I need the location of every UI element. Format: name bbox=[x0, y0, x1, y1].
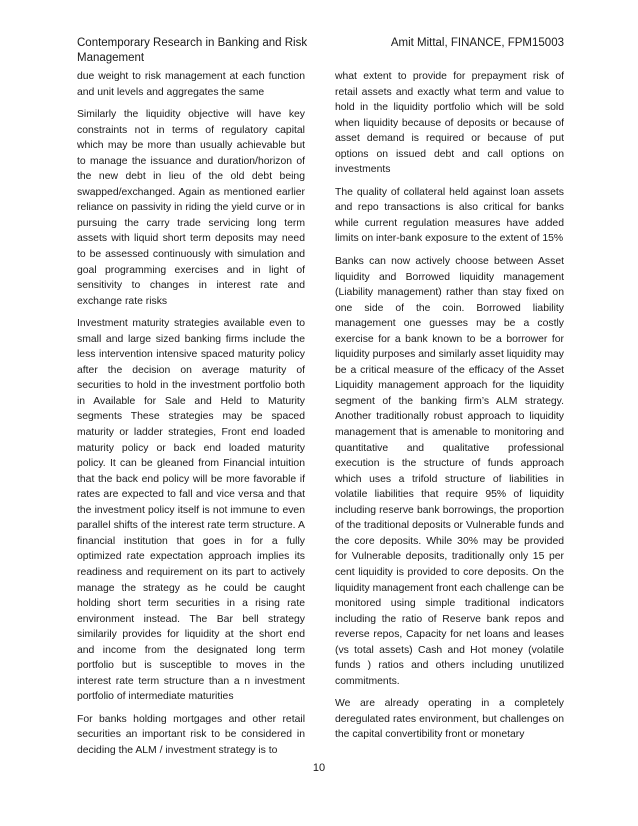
right-column bbox=[335, 69, 564, 750]
running-header-title: Contemporary Research in Banking and Risk Management bbox=[77, 37, 308, 64]
paragraph: due weight to risk management at each function and unit levels and aggregates the same bbox=[77, 71, 305, 98]
paragraph: Banks can now actively choose between Asset liquidity and Borrowed liquidity management (Liability management) rather than stay fixed on one side of the coin. Borrowed liability management one guesses may be a costly exercise for a bank known to be a borrower for liquidity purposes and similarly asset liquidity may be a critical measure of the efficacy of the Asset Liquidity management approach for the liquidity segment of the banking firm’s ALM strategy. Another traditionally robust approach to liquidity management that is amenable to monitoring and quantitative and qualitative professional execution is the structure of funds approach which uses a trifold structure of liabilities in volatile liabilities that require 95% of liquidity including reserve bank borrowings, the proportion of the traditional deposits or Vulnerable funds and the core deposits. While 30% may be provided for Vulnerable deposits, traditionally only 15 per cent liquidity is provided to core deposits. On the liquidity management front each challenge can be monitored using simple traditional indicators including the ratio of Reserve bank repos and reverse repos, Capacity for net loans and leases (vs total assets) Cash and Hot money (volatile funds ) ratios and others including unutilized commitments. bbox=[335, 256, 564, 687]
paragraph: Similarly the liquidity objective will have key constraints not in terms of regulatory capital which may be more than usually achievable but to manage the issuance and duration/horizon of the new debt in lieu of the old debt being swapped/exchanged. Again as mentioned earlier reliance on passivity in riding the yield curve or in pursuing the carry trade servicing long term assets with liquid short term deposits may need to be assessed continuously with simulation and goal programming exercises and in light of sensitivity to changes in interest rate and exchange rate risks bbox=[77, 109, 305, 307]
paragraph: Investment maturity strategies available even to small and large sized banking firms include the less intervention intensive spaced maturity policy after the decision on average maturity of securities to hold in the investment portfolio both in Available for Sale and Held to Maturity segments These strategies may be spaced maturity or ladder strategies, Front end loaded maturity policy or back end loaded maturity policy. It can be gleaned from Financial intuition that the back end policy will be more favorable if rates are expected to fall and vice versa and that the investment policy itself is not immune to even parallel shifts of the interest rate term structure. A financial institution that goes in for a fully optimized rate expectation approach implies its readiness and requirement on its part to actively manage the strategy as he could be caught holding short term securities in a rising rate environment instead. The Bar bell strategy similarily provides for liquidity at the short end and income from the designated long term portfolio but is susceptible to moves in the interest rate term structure than a n investment portfolio of intermediate maturities bbox=[77, 318, 305, 703]
paragraph: The quality of collateral held against loan assets and repo transactions is also critical for banks while current regulation measures have added limits on inter-bank exposure to the extent of 15% bbox=[335, 186, 564, 245]
paragraph: what extent to provide for prepayment risk of retail assets and exactly what term and value to hold in the liquidity portfolio which will be sold when liquidity because of deposits or because of asset demand is required or because of put options on issued debt and call options on investments bbox=[335, 71, 564, 176]
left-column bbox=[77, 69, 305, 766]
paragraph: We are already operating in a completely deregulated rates environment, but challenges on the capital convertibility front or monetary bbox=[335, 698, 564, 741]
page-number: 10 bbox=[312, 762, 326, 774]
running-header-author: Amit Mittal, FINANCE, FPM15003 bbox=[390, 37, 564, 49]
paragraph: For banks holding mortgages and other retail securities an important risk to be considered in deciding the ALM / investment strategy is to bbox=[77, 713, 305, 756]
